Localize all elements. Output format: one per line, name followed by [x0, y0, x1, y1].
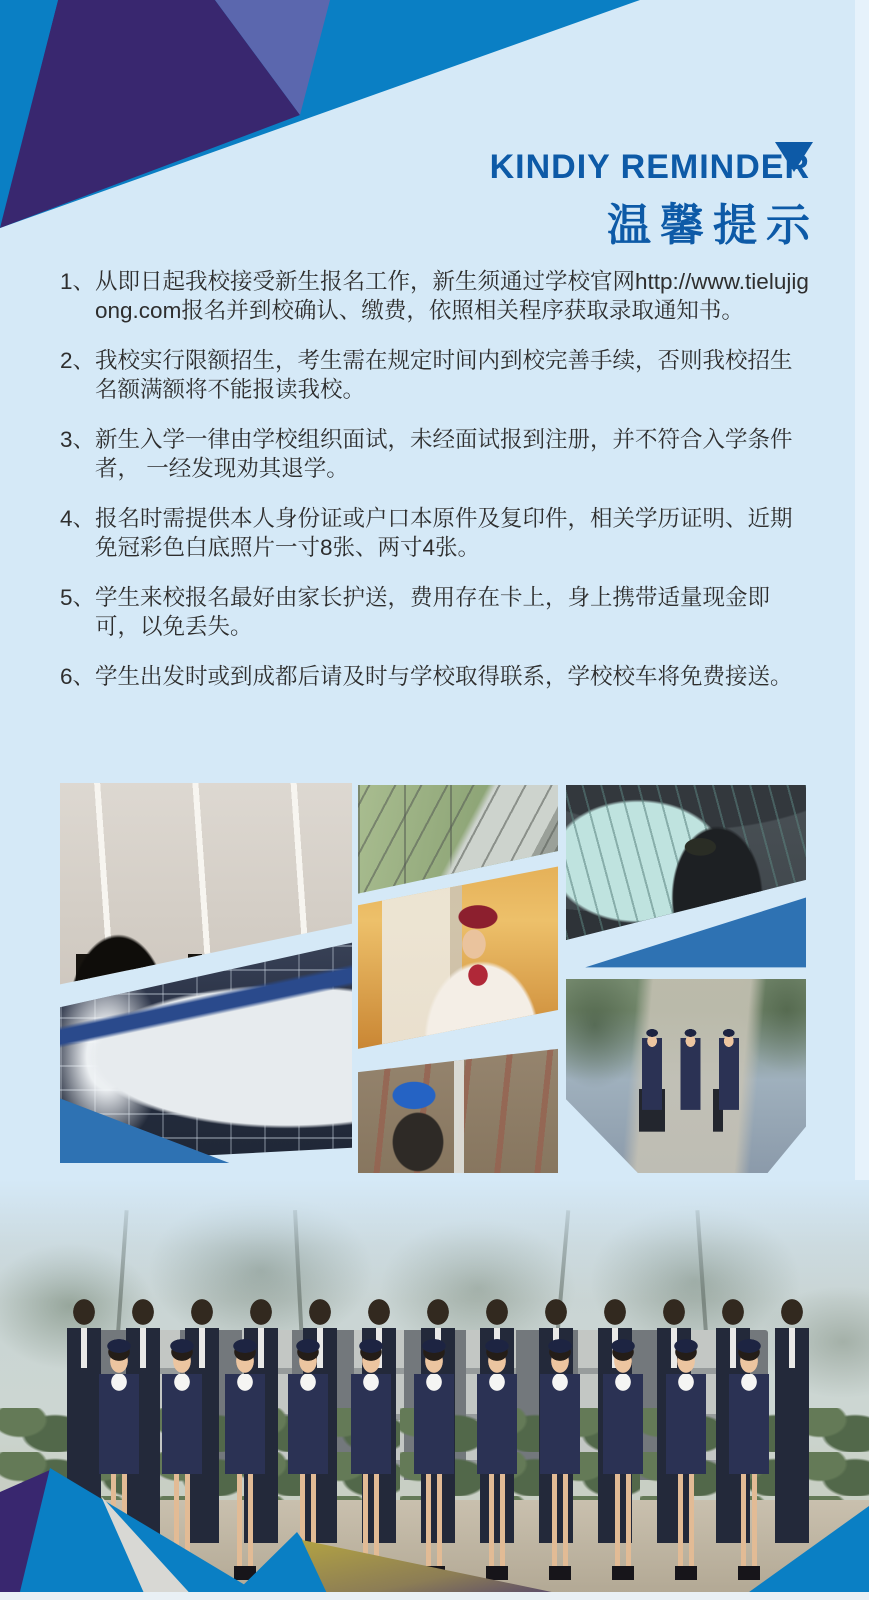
page-title-chinese: 温馨提示 [607, 201, 819, 250]
page-title-english: KINDIY REMINDER [489, 148, 810, 186]
notice-text: 学生来校报名最好由家长护送，费用存在卡上，身上携带适量现金即可，以免丢失。 [95, 585, 771, 639]
collage-column-middle [358, 785, 558, 1173]
bottom-decoration-triangles [0, 1455, 869, 1600]
notice-number: 5、 [60, 585, 96, 610]
notice-item [60, 268, 814, 325]
notice-item [60, 347, 814, 404]
notice-item [60, 584, 814, 641]
bottom-edge-strip [0, 1592, 869, 1600]
notice-text: 报名时需提供本人身份证或户口本原件及复印件，相关学历证明、近期免冠彩色白底照片一寸8张、两寸4张。 [95, 506, 793, 560]
notice-text: 我校实行限额招生，考生需在规定时间内到校完善手续，否则我校招生名额满额将不能报读我校。 [95, 348, 793, 402]
notice-item [60, 663, 814, 692]
heading-triangle-icon [775, 142, 813, 172]
notice-number: 6、 [60, 664, 96, 689]
notice-number: 1、 [60, 269, 96, 294]
back-row-heads [55, 1296, 821, 1328]
bottom-right-blue-triangle [738, 1506, 869, 1600]
attendant-figures [633, 1026, 748, 1142]
photo-top-fade [0, 1180, 869, 1300]
notice-text: 从即日起我校接受新生报名工作，新生须通过学校官网http://www.tielujigong.com报名并到校确认、缴费，依照相关程序获取录取通知书。 [95, 269, 809, 323]
notice-item [60, 426, 814, 483]
notice-number: 4、 [60, 506, 96, 531]
collage-column-left [60, 783, 352, 1163]
notice-number: 3、 [60, 427, 96, 452]
notice-item [60, 505, 814, 562]
notice-text: 学生出发时或到成都后请及时与学校取得联系，学校校车将免费接送。 [95, 664, 793, 689]
notices-list [60, 268, 814, 714]
notice-text: 新生入学一律由学校组织面试，未经面试报到注册，并不符合入学条件者， 一经发现劝其退学。 [95, 427, 793, 481]
notice-number: 2、 [60, 348, 96, 373]
front-row-heads [88, 1336, 782, 1374]
bottom-gold-triangle [302, 1540, 590, 1600]
collage-column-right [566, 785, 806, 1173]
